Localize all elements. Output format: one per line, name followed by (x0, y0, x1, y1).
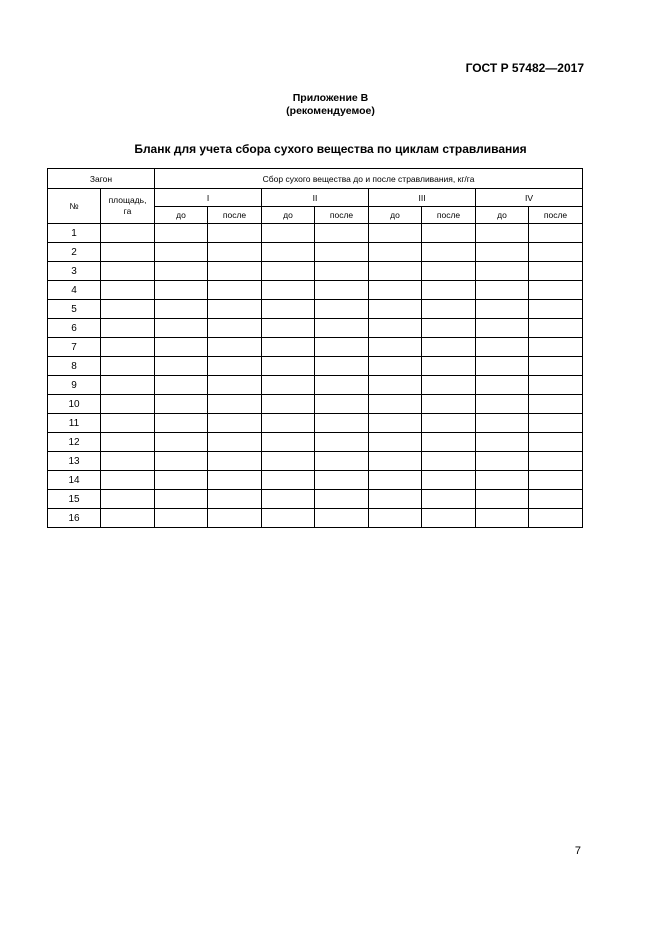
blank-cell[interactable] (208, 471, 262, 490)
before-header: до (476, 207, 529, 224)
blank-cell[interactable] (101, 243, 155, 262)
table-row (48, 471, 583, 490)
blank-cell[interactable] (529, 281, 583, 300)
table-row (48, 395, 583, 414)
blank-cell[interactable] (101, 433, 155, 452)
blank-cell[interactable] (155, 509, 208, 528)
table-row (48, 452, 583, 471)
blank-cell[interactable] (155, 338, 208, 357)
blank-cell[interactable] (369, 509, 422, 528)
blank-cell[interactable] (155, 471, 208, 490)
dry-matter-table (47, 168, 583, 528)
blank-cell[interactable] (529, 452, 583, 471)
blank-cell[interactable] (476, 452, 529, 471)
header-row-1 (48, 169, 583, 189)
blank-cell[interactable] (529, 357, 583, 376)
blank-cell[interactable] (155, 300, 208, 319)
row-number: 6 (48, 319, 101, 338)
header-row-2 (48, 189, 583, 207)
blank-cell[interactable] (101, 414, 155, 433)
cycle-header: III (369, 189, 476, 207)
blank-cell[interactable] (529, 338, 583, 357)
blank-cell[interactable] (155, 395, 208, 414)
blank-cell[interactable] (529, 376, 583, 395)
standard-code: ГОСТ Р 57482—2017 (465, 61, 584, 75)
blank-cell[interactable] (262, 490, 315, 509)
blank-cell[interactable] (476, 490, 529, 509)
blank-cell[interactable] (422, 243, 476, 262)
blank-cell[interactable] (315, 471, 369, 490)
blank-cell[interactable] (262, 471, 315, 490)
blank-cell[interactable] (315, 376, 369, 395)
blank-cell[interactable] (155, 433, 208, 452)
appendix-heading (0, 92, 661, 118)
table-row (48, 243, 583, 262)
blank-cell[interactable] (369, 319, 422, 338)
blank-cell[interactable] (369, 452, 422, 471)
blank-cell[interactable] (208, 243, 262, 262)
blank-cell[interactable] (369, 281, 422, 300)
table-row (48, 490, 583, 509)
collection-header: Сбор сухого вещества до и после стравливания, кг/га (155, 169, 583, 189)
row-number: 11 (48, 414, 101, 433)
blank-cell[interactable] (262, 281, 315, 300)
row-number: 1 (48, 224, 101, 243)
blank-cell[interactable] (422, 357, 476, 376)
row-number: 14 (48, 471, 101, 490)
blank-cell[interactable] (422, 433, 476, 452)
blank-cell[interactable] (529, 509, 583, 528)
before-header: до (369, 207, 422, 224)
blank-cell[interactable] (262, 433, 315, 452)
appendix-note: (рекомендуемое) (286, 105, 375, 117)
blank-cell[interactable] (262, 319, 315, 338)
before-header: до (155, 207, 208, 224)
blank-cell[interactable] (155, 262, 208, 281)
row-number: 12 (48, 433, 101, 452)
row-number: 8 (48, 357, 101, 376)
zagon-header: Загон (48, 169, 155, 189)
blank-cell[interactable] (155, 224, 208, 243)
row-number: 3 (48, 262, 101, 281)
blank-cell[interactable] (369, 262, 422, 281)
blank-cell[interactable] (422, 281, 476, 300)
blank-cell[interactable] (315, 262, 369, 281)
blank-cell[interactable] (529, 433, 583, 452)
table-row (48, 509, 583, 528)
blank-cell[interactable] (155, 281, 208, 300)
blank-cell[interactable] (155, 243, 208, 262)
blank-cell[interactable] (101, 281, 155, 300)
blank-cell[interactable] (155, 357, 208, 376)
blank-cell[interactable] (101, 262, 155, 281)
cycle-header: I (155, 189, 262, 207)
blank-cell[interactable] (262, 414, 315, 433)
appendix-title: Приложение В (292, 92, 369, 104)
area-header-line1: площадь, (108, 195, 147, 205)
blank-cell[interactable] (476, 414, 529, 433)
blank-cell[interactable] (155, 319, 208, 338)
blank-cell[interactable] (315, 319, 369, 338)
row-number: 7 (48, 338, 101, 357)
blank-cell[interactable] (529, 395, 583, 414)
blank-cell[interactable] (262, 509, 315, 528)
blank-cell[interactable] (369, 490, 422, 509)
blank-cell[interactable] (529, 243, 583, 262)
blank-cell[interactable] (262, 452, 315, 471)
blank-cell[interactable] (422, 471, 476, 490)
blank-cell[interactable] (422, 395, 476, 414)
blank-cell[interactable] (315, 357, 369, 376)
blank-cell[interactable] (476, 300, 529, 319)
blank-cell[interactable] (476, 433, 529, 452)
blank-cell[interactable] (155, 452, 208, 471)
blank-cell[interactable] (208, 433, 262, 452)
blank-cell[interactable] (262, 395, 315, 414)
blank-cell[interactable] (101, 376, 155, 395)
table-row (48, 300, 583, 319)
blank-cell[interactable] (529, 490, 583, 509)
blank-cell[interactable] (476, 224, 529, 243)
before-header: до (262, 207, 315, 224)
blank-cell[interactable] (422, 452, 476, 471)
blank-cell[interactable] (529, 224, 583, 243)
blank-cell[interactable] (422, 376, 476, 395)
blank-cell[interactable] (208, 357, 262, 376)
blank-cell[interactable] (315, 243, 369, 262)
table-row (48, 281, 583, 300)
row-number: 16 (48, 509, 101, 528)
row-number: 2 (48, 243, 101, 262)
blank-cell[interactable] (262, 300, 315, 319)
blank-cell[interactable] (422, 300, 476, 319)
blank-cell[interactable] (155, 490, 208, 509)
blank-cell[interactable] (208, 452, 262, 471)
blank-cell[interactable] (315, 433, 369, 452)
blank-cell[interactable] (208, 509, 262, 528)
blank-cell[interactable] (369, 338, 422, 357)
table-row (48, 338, 583, 357)
blank-cell[interactable] (101, 395, 155, 414)
blank-cell[interactable] (208, 414, 262, 433)
blank-cell[interactable] (315, 452, 369, 471)
blank-cell[interactable] (476, 338, 529, 357)
blank-cell[interactable] (315, 395, 369, 414)
row-number: 9 (48, 376, 101, 395)
blank-cell[interactable] (262, 376, 315, 395)
blank-cell[interactable] (369, 300, 422, 319)
blank-cell[interactable] (315, 490, 369, 509)
blank-cell[interactable] (476, 243, 529, 262)
blank-cell[interactable] (422, 509, 476, 528)
blank-cell[interactable] (369, 243, 422, 262)
blank-cell[interactable] (315, 338, 369, 357)
row-number: 15 (48, 490, 101, 509)
row-number: 4 (48, 281, 101, 300)
blank-cell[interactable] (476, 509, 529, 528)
blank-cell[interactable] (369, 433, 422, 452)
number-header: № (48, 189, 101, 224)
after-header: после (422, 207, 476, 224)
blank-cell[interactable] (101, 357, 155, 376)
blank-cell[interactable] (101, 300, 155, 319)
blank-cell[interactable] (529, 300, 583, 319)
blank-cell[interactable] (369, 414, 422, 433)
blank-cell[interactable] (422, 319, 476, 338)
blank-cell[interactable] (369, 357, 422, 376)
blank-cell[interactable] (529, 319, 583, 338)
table-row (48, 262, 583, 281)
blank-cell[interactable] (422, 338, 476, 357)
row-number: 10 (48, 395, 101, 414)
row-number: 13 (48, 452, 101, 471)
blank-cell[interactable] (262, 262, 315, 281)
form-title: Бланк для учета сбора сухого вещества по циклам стравливания (134, 142, 527, 156)
blank-cell[interactable] (262, 338, 315, 357)
blank-cell[interactable] (315, 509, 369, 528)
blank-cell[interactable] (208, 319, 262, 338)
after-header: после (315, 207, 369, 224)
blank-cell[interactable] (369, 395, 422, 414)
blank-cell[interactable] (476, 395, 529, 414)
blank-cell[interactable] (476, 376, 529, 395)
blank-cell[interactable] (529, 414, 583, 433)
row-number: 5 (48, 300, 101, 319)
table-row (48, 357, 583, 376)
blank-cell[interactable] (208, 300, 262, 319)
blank-cell[interactable] (101, 224, 155, 243)
blank-cell[interactable] (101, 452, 155, 471)
table-row (48, 224, 583, 243)
blank-cell[interactable] (101, 338, 155, 357)
blank-cell[interactable] (208, 376, 262, 395)
blank-cell[interactable] (476, 471, 529, 490)
table-row (48, 433, 583, 452)
blank-cell[interactable] (208, 262, 262, 281)
blank-cell[interactable] (422, 262, 476, 281)
blank-cell[interactable] (529, 471, 583, 490)
table-row (48, 376, 583, 395)
blank-cell[interactable] (422, 490, 476, 509)
after-header: после (208, 207, 262, 224)
blank-cell[interactable] (476, 357, 529, 376)
blank-cell[interactable] (315, 300, 369, 319)
page-number: 7 (574, 845, 581, 857)
blank-cell[interactable] (208, 395, 262, 414)
blank-cell[interactable] (208, 490, 262, 509)
blank-cell[interactable] (155, 376, 208, 395)
blank-cell[interactable] (476, 281, 529, 300)
blank-cell[interactable] (422, 414, 476, 433)
blank-cell[interactable] (315, 414, 369, 433)
blank-cell[interactable] (262, 243, 315, 262)
blank-cell[interactable] (369, 224, 422, 243)
blank-cell[interactable] (208, 281, 262, 300)
area-header-line2: га (123, 206, 132, 216)
blank-cell[interactable] (101, 471, 155, 490)
blank-cell[interactable] (422, 224, 476, 243)
blank-cell[interactable] (476, 319, 529, 338)
blank-cell[interactable] (315, 281, 369, 300)
blank-cell[interactable] (315, 224, 369, 243)
blank-cell[interactable] (529, 262, 583, 281)
blank-cell[interactable] (369, 471, 422, 490)
table-row (48, 414, 583, 433)
blank-cell[interactable] (262, 224, 315, 243)
cycle-header: IV (476, 189, 583, 207)
blank-cell[interactable] (369, 376, 422, 395)
after-header: после (529, 207, 583, 224)
blank-cell[interactable] (208, 338, 262, 357)
blank-cell[interactable] (208, 224, 262, 243)
blank-cell[interactable] (101, 319, 155, 338)
area-header (101, 189, 155, 224)
blank-cell[interactable] (101, 509, 155, 528)
blank-cell[interactable] (155, 414, 208, 433)
blank-cell[interactable] (101, 490, 155, 509)
blank-cell[interactable] (262, 357, 315, 376)
cycle-header: II (262, 189, 369, 207)
table-row (48, 319, 583, 338)
blank-cell[interactable] (476, 262, 529, 281)
